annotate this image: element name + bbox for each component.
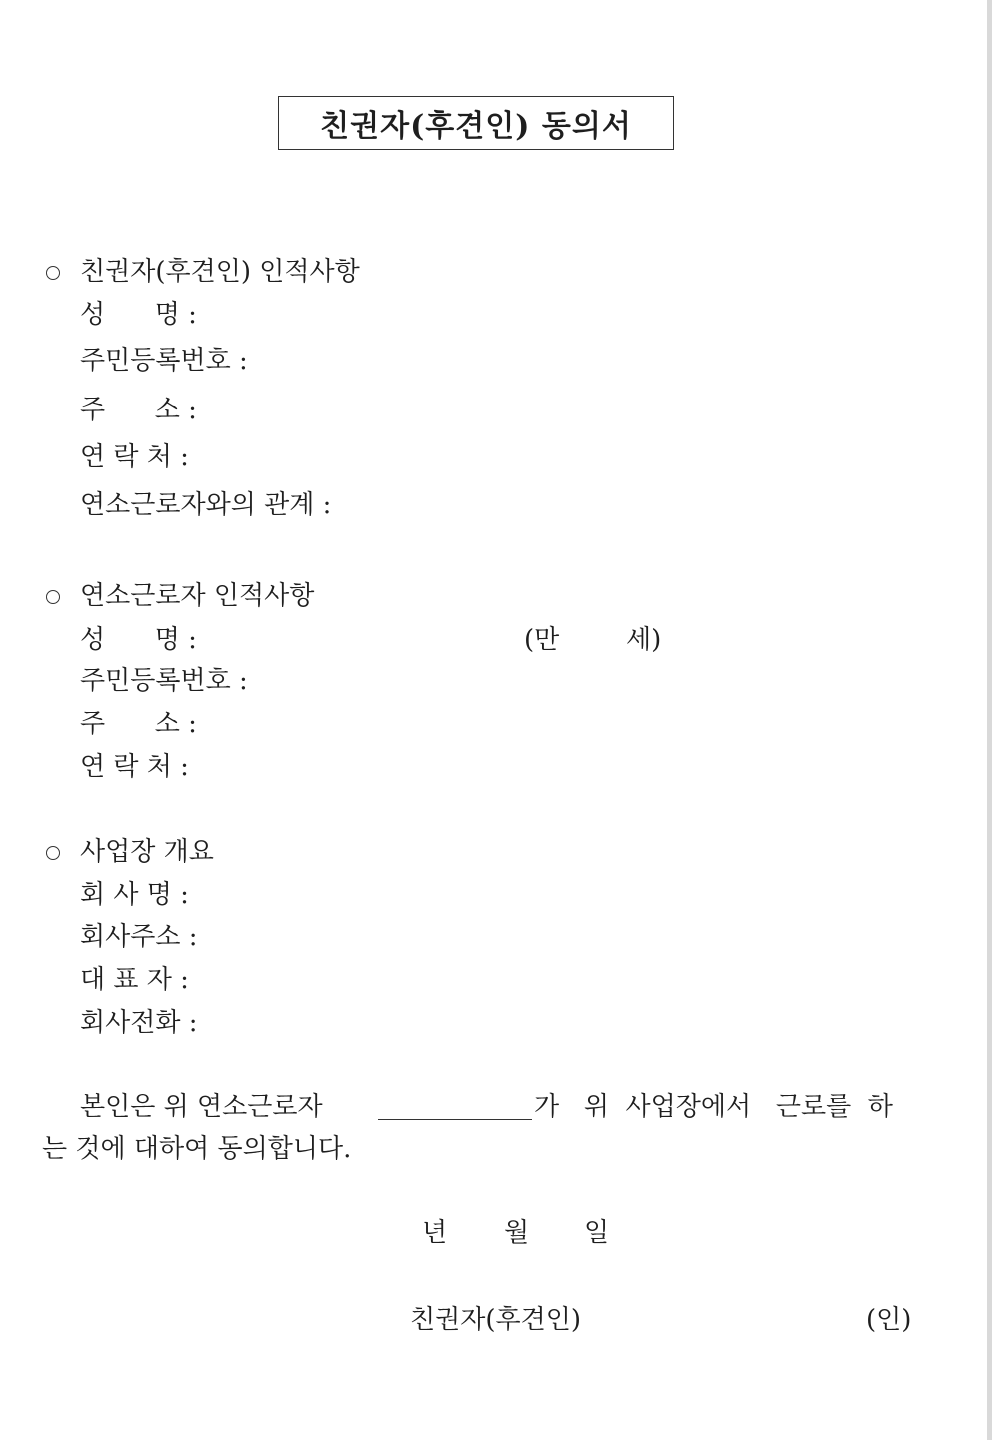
- seal-mark: (인): [866, 1305, 912, 1335]
- minor-contact-label: 연 락 처 :: [80, 752, 189, 782]
- ceo-label: 대 표 자 :: [80, 965, 189, 995]
- minor-age-close: 세): [626, 625, 662, 655]
- consent-text-part2: 가 위 사업장에서 근로를 하: [534, 1092, 893, 1122]
- guardian-name-label: 성 명 :: [80, 300, 197, 330]
- guardian-address-label: 주 소 :: [80, 395, 197, 425]
- date-day: 일: [584, 1218, 610, 1248]
- guardian-relation-label: 연소근로자와의 관계 :: [80, 490, 332, 520]
- minor-name-label: 성 명 :: [80, 625, 197, 655]
- signature-label: 친권자(후견인): [410, 1305, 581, 1335]
- document-title: 친권자(후견인) 동의서: [278, 96, 674, 150]
- minor-address-label: 주 소 :: [80, 709, 197, 739]
- business-section-heading: 사업장 개요: [80, 837, 214, 867]
- minor-rrn-label: 주민등록번호 :: [80, 666, 248, 696]
- guardian-section-heading: 친권자(후견인) 인적사항: [80, 257, 360, 287]
- consent-text-part3: 는 것에 대하여 동의합니다.: [42, 1134, 352, 1164]
- date-year: 년: [422, 1218, 448, 1248]
- company-phone-label: 회사전화 :: [80, 1008, 198, 1038]
- minor-age-open: (만: [524, 625, 560, 655]
- section-bullet-icon: [46, 590, 60, 604]
- page-edge-shadow: [987, 0, 992, 1440]
- minor-name-blank: [378, 1119, 532, 1120]
- company-address-label: 회사주소 :: [80, 922, 198, 952]
- section-bullet-icon: [46, 846, 60, 860]
- consent-text-part1: 본인은 위 연소근로자: [80, 1092, 323, 1122]
- section-bullet-icon: [46, 266, 60, 280]
- guardian-rrn-label: 주민등록번호 :: [80, 346, 248, 376]
- date-month: 월: [504, 1218, 530, 1248]
- guardian-contact-label: 연 락 처 :: [80, 442, 189, 472]
- company-name-label: 회 사 명 :: [80, 880, 189, 910]
- minor-section-heading: 연소근로자 인적사항: [80, 581, 315, 611]
